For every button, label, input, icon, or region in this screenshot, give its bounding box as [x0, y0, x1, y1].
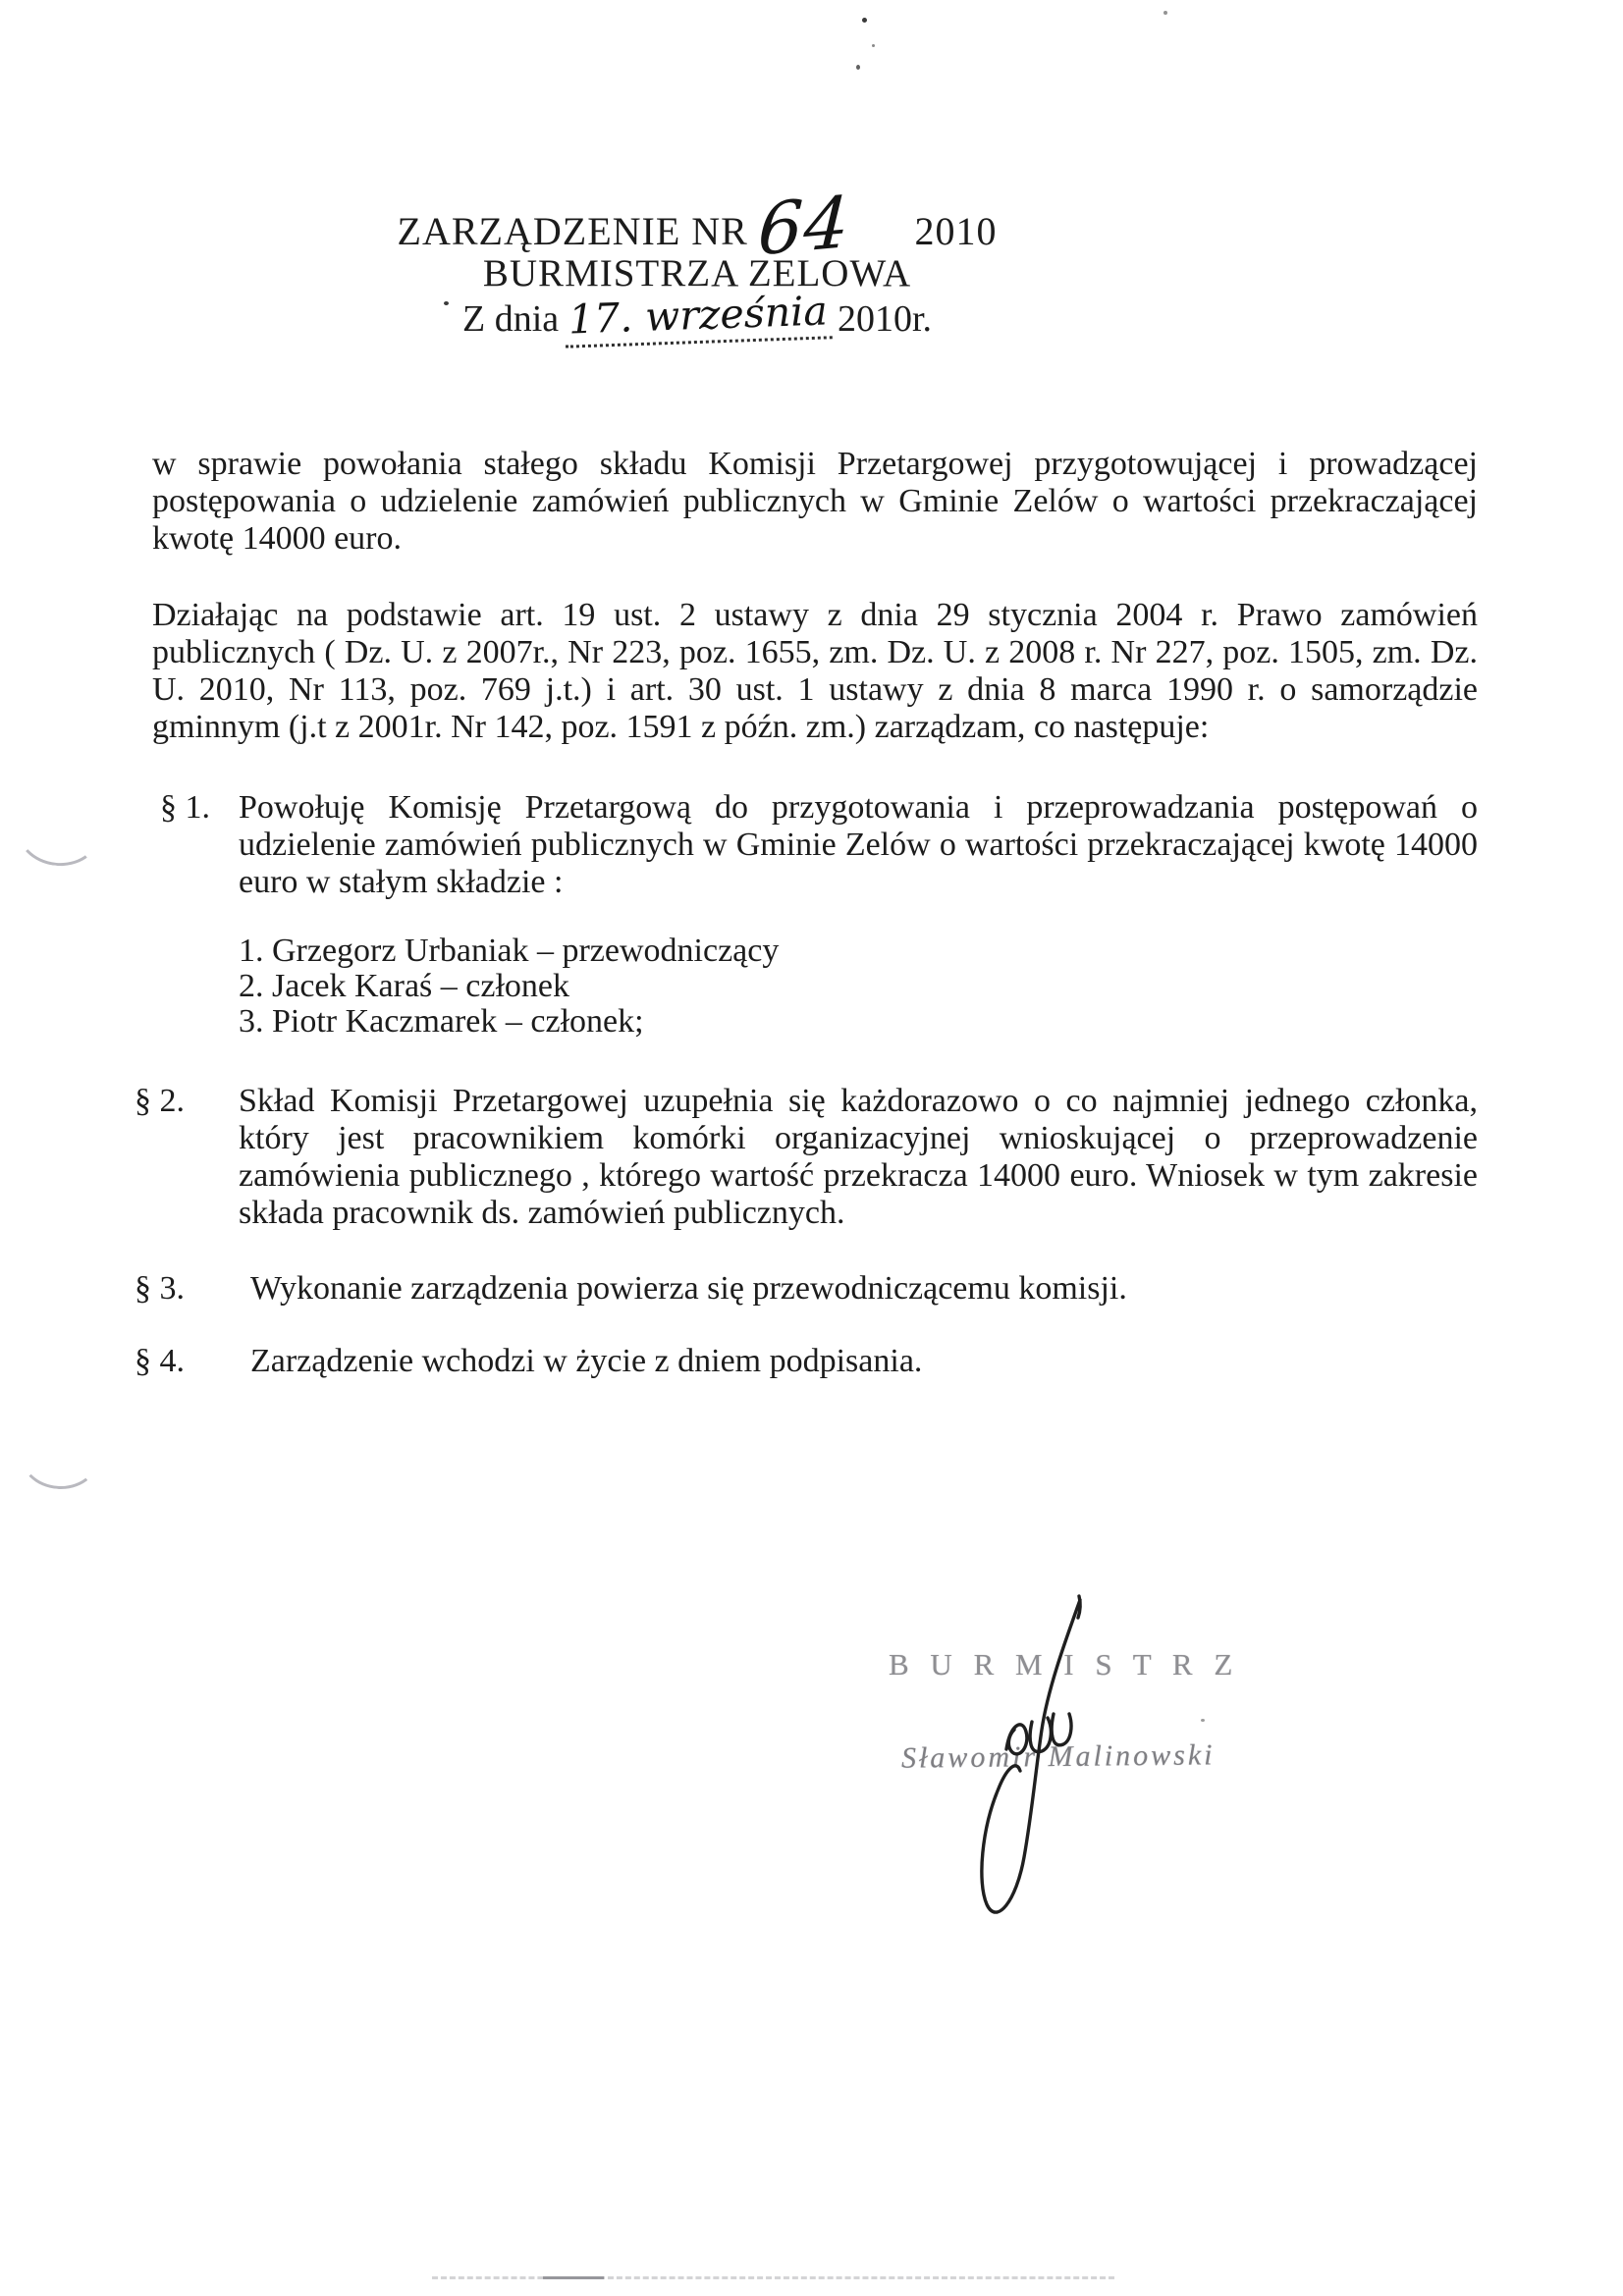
- scan-speck: [1163, 11, 1167, 15]
- title-line: [0, 179, 1394, 272]
- issuer-line: BURMISTRZA ZELOWA: [482, 252, 912, 294]
- legal-basis-paragraph: Działając na podstawie art. 19 ust. 2 ustawy z dnia 29 stycznia 2004 r. Prawo zamówień publicznych ( Dz. U. z 2007r., Nr 223, poz. 1655, zm. Dz. U. z 2008 r. Nr 227, poz. 1505, zm. Dz. U. 2010, Nr 113, poz. 769 j.t.) i art. 30 ust. 1 ustawy z dnia 8 marca 1990 r. o samorządzie gminnym (j.t z 2001r. Nr 142, poz. 1591 z późn. zm.) zarządzam, co następuje:: [152, 597, 1478, 745]
- subject-paragraph: w sprawie powołania stałego składu Komisji Przetargowej przygotowującej i prowadzącej postępowania o udzielenie zamówień publicznych w Gminie Zelów o wartości przekraczającej kwotę 14000 euro.: [152, 446, 1478, 557]
- section-4-marker: § 4.: [135, 1343, 185, 1379]
- signer-name-stamp: Sławomir Malinowski: [900, 1738, 1216, 1775]
- section-3: [135, 1270, 1478, 1308]
- section-1-text: Powołuję Komisję Przetargową do przygotowania i przeprowadzania postępowań o udzielenie zamówień publicznych w Gminie Zelów o wartości przekraczającej kwotę 14000 euro w stałym składzie :: [239, 789, 1478, 900]
- section-4-text: Zarządzenie wchodzi w życie z dniem podpisania.: [250, 1343, 923, 1379]
- section-3-marker: § 3.: [135, 1270, 185, 1307]
- scan-artifact-arc: [13, 791, 104, 871]
- mayor-stamp-title: B U R M I S T R Z: [889, 1647, 1240, 1682]
- committee-member-list: [239, 934, 779, 1040]
- section-1: [135, 789, 1478, 901]
- section-1-marker: § 1.: [160, 789, 210, 826]
- date-line: [0, 287, 1394, 346]
- section-2-marker: § 2.: [135, 1083, 185, 1119]
- date-prefix: Z dnia: [461, 298, 560, 340]
- section-2: [135, 1083, 1478, 1232]
- handwritten-signature-ink: [938, 1592, 1105, 1931]
- title-year: 2010: [914, 209, 998, 253]
- date-suffix: 2010r.: [837, 298, 932, 340]
- section-2-text: Skład Komisji Przetargowej uzupełnia się każdorazowo o co najmniej jednego członka, który jest pracownikiem komórki organizacyjnej wnioskującej o przeprowadzenie zamówienia publicznego , którego wartość przekracza 14000 euro. Wniosek w tym zakresie składa pracownik ds. zamówień publicznych.: [239, 1083, 1478, 1231]
- scan-artifact-bottom-edge: [432, 2276, 1114, 2279]
- scan-speck: [872, 44, 875, 47]
- title-prefix: ZARZĄDZENIE NR: [397, 209, 748, 253]
- scan-speck: [1201, 1719, 1205, 1722]
- section-4: [135, 1343, 1478, 1380]
- committee-member-row: 3. Piotr Kaczmarek – członek;: [239, 1003, 644, 1040]
- committee-member-row: 2. Jacek Karaś – członek: [239, 968, 570, 1004]
- handwritten-ordinance-number: 64: [755, 180, 852, 272]
- section-3-text: Wykonanie zarządzenia powierza się przewodniczącemu komisji.: [250, 1270, 1127, 1307]
- scan-artifact-bottom-edge-dark: [543, 2276, 604, 2279]
- scan-speck: [862, 18, 867, 23]
- handwritten-date: 17. września: [564, 287, 832, 347]
- scan-speck: [444, 301, 449, 305]
- scan-artifact-arc: [18, 1417, 103, 1492]
- scan-speck: [856, 65, 860, 70]
- committee-member-row: 1. Grzegorz Urbaniak – przewodniczący: [239, 933, 780, 969]
